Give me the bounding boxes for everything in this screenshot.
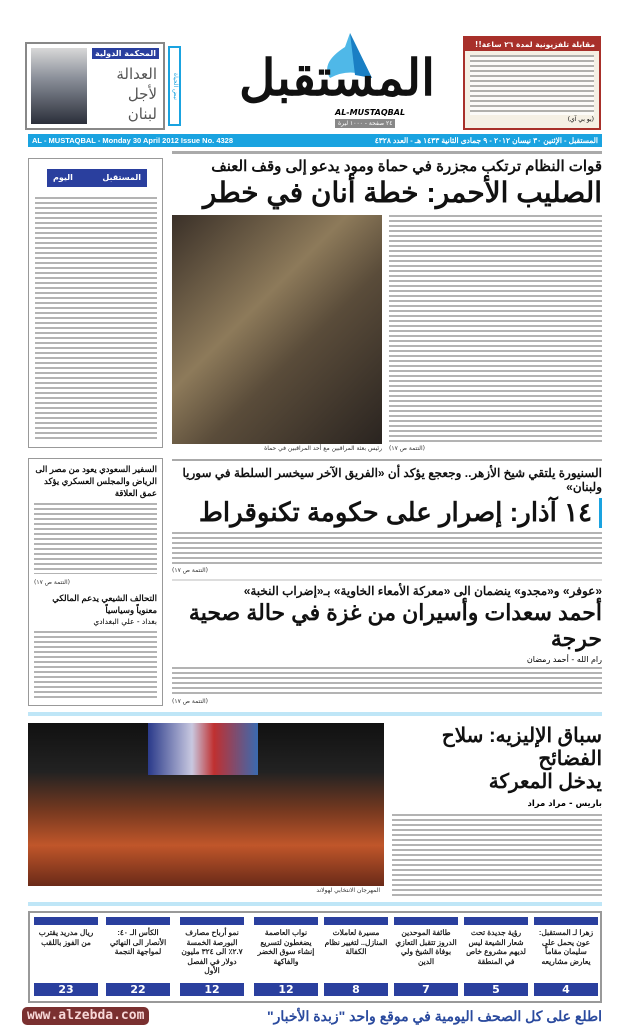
lead-headline: الصليب الأحمر: خطة أنان في خطر <box>202 177 602 209</box>
lead-photo <box>172 215 382 444</box>
main-column <box>172 158 602 706</box>
logo-arabic: المستقبل <box>239 48 435 107</box>
promo-source: (يو بي آي) <box>567 116 594 123</box>
index-page: 5 <box>464 983 528 996</box>
story3-headline: أحمد سعدات وأسيران من غزة في حالة صحية حرجة <box>188 600 602 651</box>
index-title: رؤية جديدة تحت شعار الشيعة ليس لديهم مشروع خاص في المنطقة <box>466 928 526 966</box>
slogan-line: العدالة <box>116 65 157 83</box>
index-page: 23 <box>34 983 98 996</box>
section-sub: اليوم <box>53 173 73 182</box>
cont-note: (التتمة ص ١٧) <box>389 445 426 453</box>
story2-text <box>172 532 602 566</box>
index-title: نواب العاصمة يضغطون لتسريع إنشاء سوق الخضر والفاكهة <box>257 928 315 966</box>
index-item[interactable] <box>34 917 98 996</box>
tagline: نبض الحياة <box>168 46 181 126</box>
index-page: 8 <box>324 983 388 996</box>
sidebar-story2-byline: بغداد - علي البغدادي <box>93 616 157 626</box>
story4-text <box>392 814 602 897</box>
promo-text <box>470 55 594 115</box>
index-bar <box>254 917 318 925</box>
section-header <box>47 169 147 187</box>
index-bar <box>394 917 458 925</box>
slogan-line: لأجل <box>127 85 157 103</box>
tribunal-box <box>25 42 165 130</box>
tribunal-label: المحكمة الدولية <box>92 48 159 59</box>
divider <box>172 151 602 154</box>
rally-photo-block <box>28 723 384 895</box>
banner-text[interactable]: اطلع على كل الصحف اليومية في موقع واحد "زبدة الأخبار" <box>266 1008 602 1024</box>
index-page: 22 <box>106 983 170 996</box>
story4-column <box>392 725 602 897</box>
index-item[interactable] <box>394 917 458 996</box>
portrait-photo <box>31 48 87 124</box>
sidebar-story1-title: السفير السعودي يعود من مصر الى الرياض والمجلس العسكري يؤكد عمق العلاقة <box>35 464 157 498</box>
index-item[interactable] <box>534 917 598 996</box>
story2-headline: ١٤ آذار: إصرار على حكومة تكنوقراط <box>198 496 592 527</box>
index-page: 12 <box>180 983 244 996</box>
promo-title: مقابلة تلفزيونية لمدة ٢٦ ساعة!! <box>465 38 599 51</box>
index-title: زهرا لـ المستقبل: عون يحمل على سليمان مقاماً يعارض مشاريعه <box>538 928 594 966</box>
index-page: 7 <box>394 983 458 996</box>
index-item[interactable] <box>464 917 528 996</box>
sidebar-today-box <box>28 158 163 448</box>
story3-byline: رام الله - أحمد رمضان <box>526 655 602 664</box>
index-item[interactable] <box>180 917 244 996</box>
index-bar <box>534 917 598 925</box>
index-bar <box>464 917 528 925</box>
cont-note: (التتمة ص ١٧) <box>172 566 209 574</box>
sidebar-story2-title: التحالف الشيعي يدعم المالكي معنوياً وسياسياً <box>52 592 157 615</box>
index-bar <box>106 917 170 925</box>
index-page: 4 <box>534 983 598 996</box>
index-title: ريال مدريد يقترب من الفوز باللقب <box>38 928 94 947</box>
date-bar <box>28 134 602 147</box>
index-title: طائفة الموحدين الدروز تتقبل التعازي بوفاة الشيخ ولي الدين <box>395 928 457 966</box>
masthead-logo <box>185 30 445 130</box>
index-title: مسيرة لعاملات المنازل.. لتغيير نظام الكفالة <box>324 928 388 956</box>
story4-byline: باريس - مراد مراد <box>527 799 602 809</box>
story3-text <box>172 667 602 697</box>
sidebar-stories-box <box>28 458 163 706</box>
lead-caption: رئيس بعثة المراقبين مع أحد المراقبين في حماة <box>264 445 382 453</box>
divider <box>172 579 602 581</box>
story4-headline-2: يدخل المعركة <box>488 771 602 793</box>
index-title: الكأس الـ ٤٠: الأنصار الى النهائي لمواجهة النجمة <box>109 928 167 956</box>
lead-subhead: قوات النظام ترتكب مجزرة في حماة ومود يدعو إلى وقف العنف <box>211 158 602 175</box>
screen-image <box>148 723 258 775</box>
index-item[interactable] <box>324 917 388 996</box>
lead-body <box>172 215 602 453</box>
story4-headline-1: سباق الإليزيه: سلاح الفضائح <box>441 725 602 770</box>
banner-url[interactable]: www.alzebda.com <box>22 1007 149 1025</box>
index-item[interactable] <box>106 917 170 996</box>
rally-caption: المهرجان الانتخابي لهولاند <box>316 887 380 894</box>
story2-subhead: السنيورة يلتقي شيخ الأزهر.. وجعجع يؤكد أن «الفريق الآخر سيخسر السلطة في سوريا ولبنان» <box>182 466 602 494</box>
section-label: المستقبل <box>102 173 141 182</box>
lead-photo-block <box>172 215 382 453</box>
index-page: 12 <box>254 983 318 996</box>
lead-text-block <box>389 215 602 453</box>
divider <box>172 459 602 461</box>
slogan-line: لبنان <box>127 105 157 123</box>
date-english: AL - MUSTAQBAL - Monday 30 April 2012 Issue No. 4328 <box>32 136 234 145</box>
date-arabic: المستقبل - الإثنين ٣٠ نيسان ٢٠١٢ - ٩ جمادى الثانية ١٤٣٣ هـ - العدد ٤٣٢٨ <box>374 136 598 145</box>
cont-note: (التتمة ص ١٧) <box>34 578 71 586</box>
index-bar <box>324 917 388 925</box>
sidebar-story1-text <box>34 503 157 574</box>
index-title: نمو أرباح مصارف البورصة الخمسة ٢.٧٪ الى ٣٢٤ مليون دولار في الفصل الأول <box>181 928 243 975</box>
price-tag: ٢٤ صفحة - ١٠٠٠ ليرة <box>335 119 395 128</box>
index-bar <box>180 917 244 925</box>
lead-text-col <box>389 215 602 444</box>
index-bar <box>34 917 98 925</box>
logo-latin: AL-MUSTAQBAL <box>335 108 406 117</box>
rally-photo <box>28 723 384 886</box>
sidebar-story2-text <box>34 631 157 702</box>
cont-note: (التتمة ص ١٧) <box>172 698 209 705</box>
divider <box>28 712 602 716</box>
story2-headline-wrap <box>172 498 602 528</box>
story3-subhead: «عوفر» و«مجدو» ينضمان الى «معركة الأمعاء الخاوية» بـ«إضراب النخبة» <box>243 583 602 598</box>
sidebar-text <box>35 197 157 441</box>
index-item[interactable] <box>254 917 318 996</box>
divider <box>28 902 602 906</box>
promo-box <box>463 36 601 130</box>
